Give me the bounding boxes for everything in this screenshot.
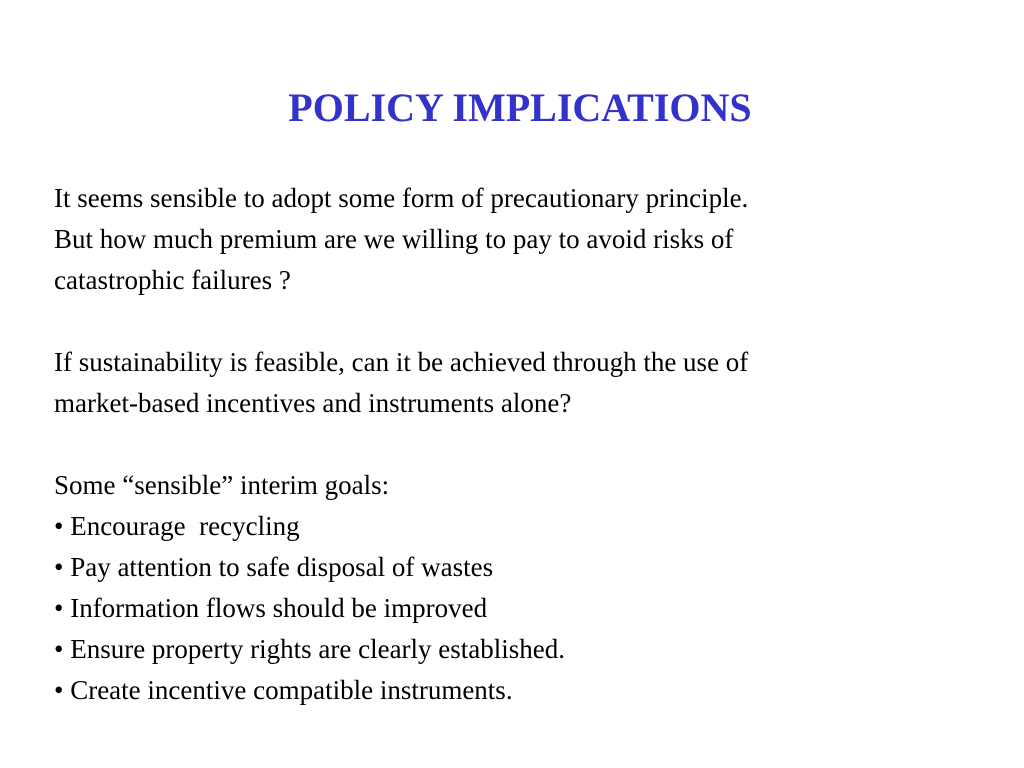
slide-body	[54, 178, 994, 711]
goal-item: • Pay attention to safe disposal of wastes	[54, 552, 494, 582]
goal-item: • Encourage recycling	[54, 511, 300, 541]
text-line: If sustainability is feasible, can it be achieved through the use of	[54, 347, 749, 377]
text-line: catastrophic failures ?	[54, 265, 291, 295]
goal-item: • Create incentive compatible instruments.	[54, 675, 513, 705]
paragraph-sustainability-question	[54, 342, 994, 424]
text-line: market-based incentives and instruments alone?	[54, 388, 572, 418]
goals-heading-text: Some “sensible” interim goals:	[54, 470, 390, 500]
goals-list	[54, 506, 994, 711]
paragraph-spacer	[54, 424, 994, 465]
paragraph-precautionary-principle	[54, 178, 994, 301]
slide-title: POLICY IMPLICATIONS	[288, 85, 752, 130]
goal-item: • Ensure property rights are clearly established.	[54, 634, 566, 664]
goals-heading	[54, 465, 994, 506]
paragraph-spacer	[54, 301, 994, 342]
text-line: But how much premium are we willing to pay to avoid risks of	[54, 224, 734, 254]
text-line: It seems sensible to adopt some form of precautionary principle.	[54, 183, 749, 213]
goal-item: • Information flows should be improved	[54, 593, 488, 623]
